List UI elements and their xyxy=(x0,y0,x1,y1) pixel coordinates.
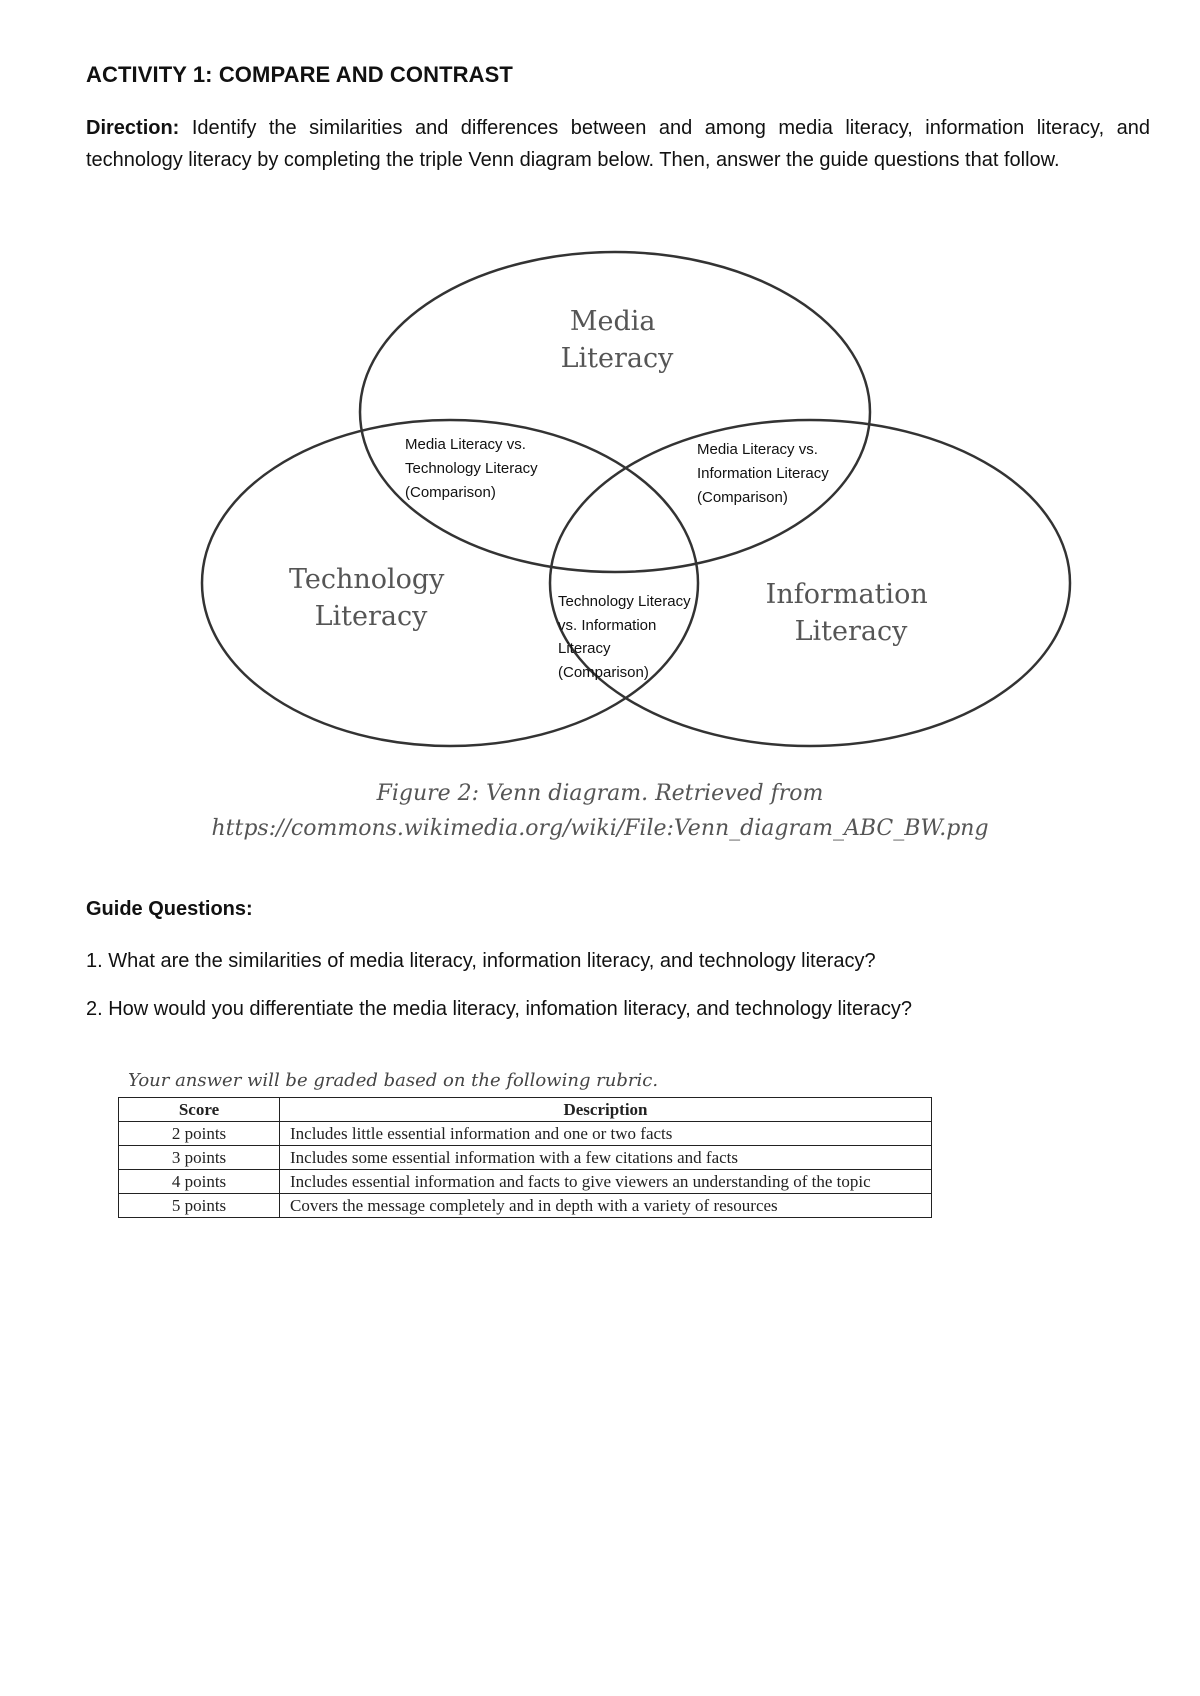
rubric-header-row xyxy=(119,1098,932,1122)
table-row xyxy=(119,1194,932,1218)
direction-label: Direction: xyxy=(86,117,180,139)
description-cell: Includes essential information and facts to give viewers an understanding of the topic xyxy=(280,1170,932,1194)
score-header: Score xyxy=(119,1098,280,1122)
activity-title: ACTIVITY 1: COMPARE AND CONTRAST xyxy=(86,62,513,87)
score-cell: 5 points xyxy=(119,1194,280,1218)
figure-caption-line2: https://commons.wikimedia.org/wiki/File:Venn_diagram_ABC_BW.png xyxy=(211,816,989,841)
description-cell: Covers the message completely and in depth with a variety of resources xyxy=(280,1194,932,1218)
score-cell: 3 points xyxy=(119,1146,280,1170)
rubric-caption: Your answer will be graded based on the following rubric. xyxy=(128,1070,659,1091)
media-vs-information-label: Media Literacy vs. Information Literacy (Comparison) xyxy=(697,441,829,506)
venn-diagram xyxy=(0,0,1200,760)
media-label: Media Literacy xyxy=(560,306,674,374)
media-vs-technology-label: Media Literacy vs. Technology Literacy (Comparison) xyxy=(405,436,538,501)
rubric-table xyxy=(118,1097,932,1218)
description-cell: Includes some essential information with a few citations and facts xyxy=(280,1146,932,1170)
guide-questions-title: Guide Questions: xyxy=(86,898,253,920)
score-cell: 4 points xyxy=(119,1170,280,1194)
direction-text: Identify the similarities and differences between and among media literacy, information literacy, and technology literacy by completing the triple Venn diagram below. Then, answer the guide questions that follow. xyxy=(86,117,1150,171)
table-row xyxy=(119,1146,932,1170)
guide-question-1: 1. What are the similarities of media literacy, information literacy, and technology literacy? xyxy=(86,950,876,972)
figure-caption-line1: Figure 2: Venn diagram. Retrieved from xyxy=(376,781,824,806)
technology-vs-information-label: Technology Literacy vs. Information Literacy (Comparison) xyxy=(558,593,691,681)
table-row xyxy=(119,1170,932,1194)
technology-label: Technology Literacy xyxy=(288,564,445,632)
guide-question-2: 2. How would you differentiate the media literacy, infomation literacy, and technology literacy? xyxy=(86,998,912,1020)
description-header: Description xyxy=(280,1098,932,1122)
information-label: Information Literacy xyxy=(765,579,928,647)
media-circle xyxy=(360,252,870,572)
table-row xyxy=(119,1122,932,1146)
score-cell: 2 points xyxy=(119,1122,280,1146)
description-cell: Includes little essential information and one or two facts xyxy=(280,1122,932,1146)
